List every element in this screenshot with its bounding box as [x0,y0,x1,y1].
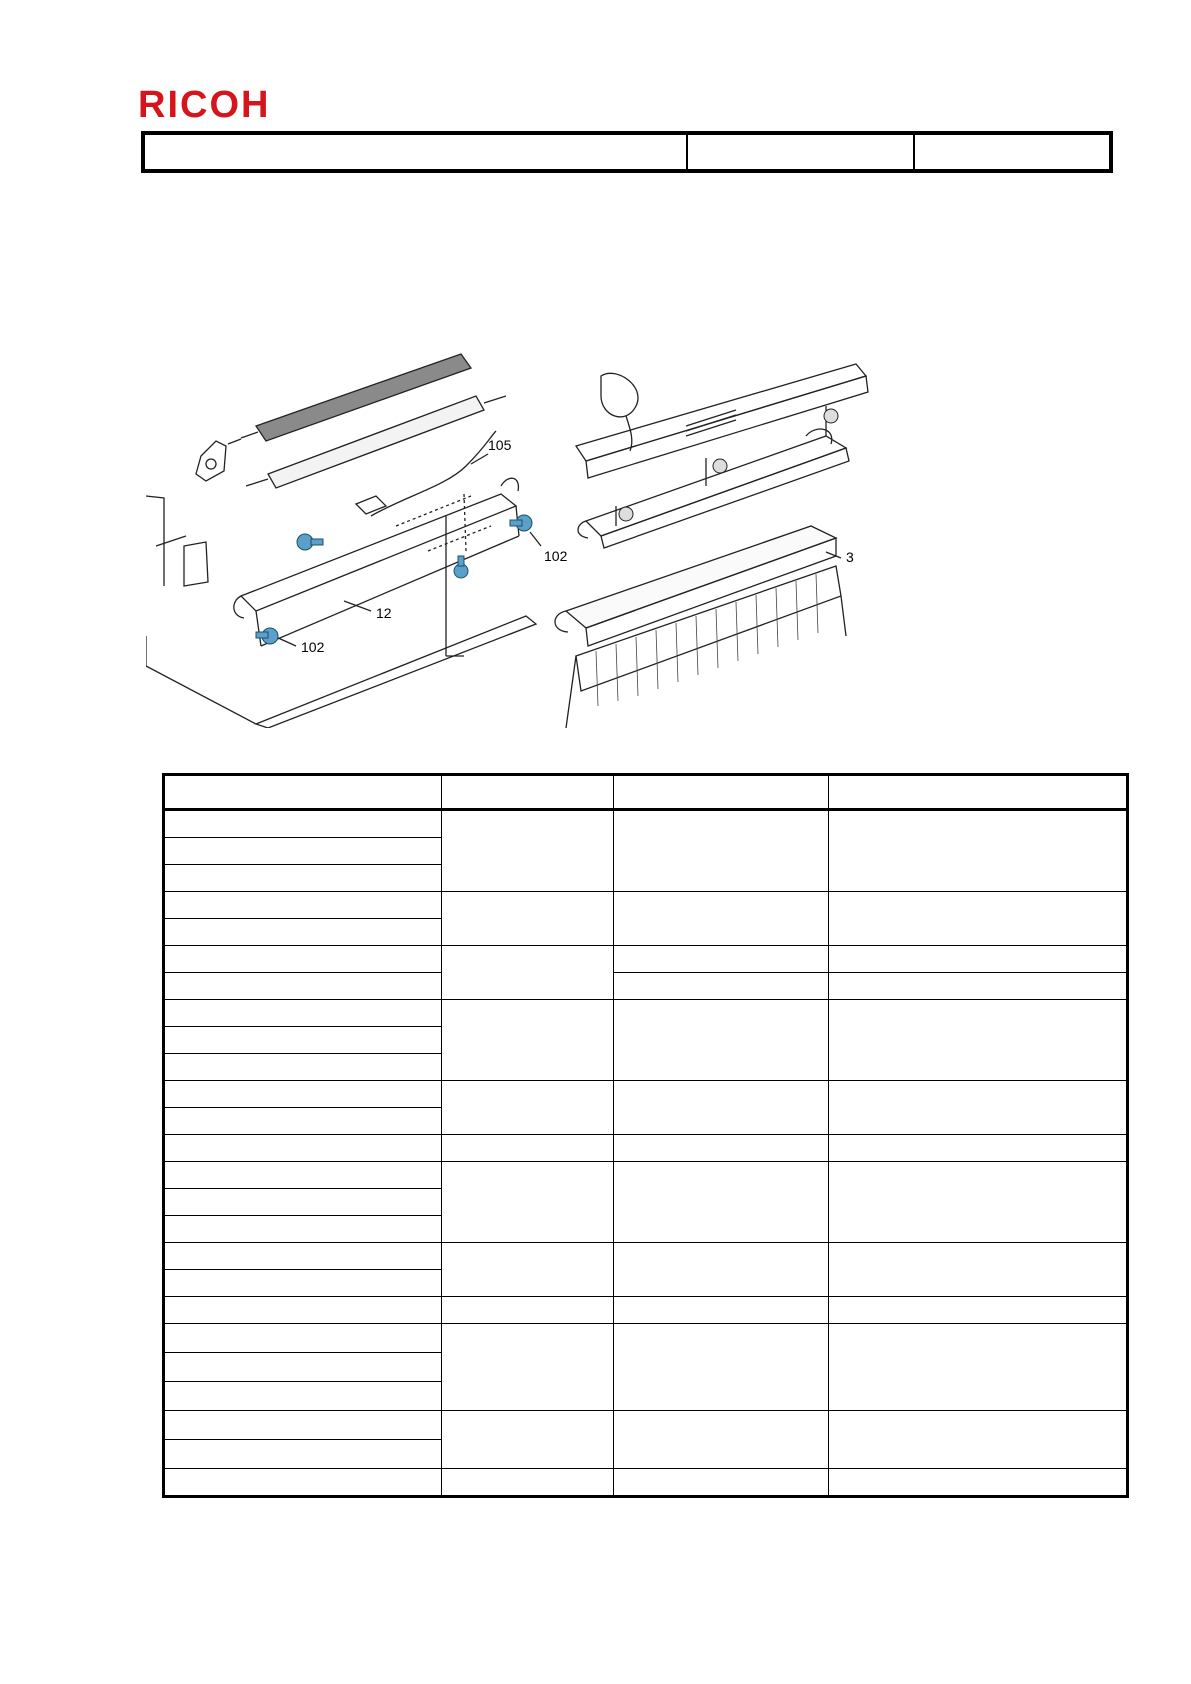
table-row [164,946,1128,973]
table-row [164,1081,1128,1108]
document-header-box [141,131,1113,173]
table-row [164,973,1128,1000]
parts-table [162,773,1129,1498]
header-cell [164,775,442,810]
table-row [164,1297,1128,1324]
callout-105: 105 [488,437,512,453]
table-row [164,1000,1128,1027]
callout-102-right: 102 [544,548,568,564]
fusing-unit-diagram [146,346,900,728]
table-row [164,1469,1128,1497]
table-row [164,1135,1128,1162]
exit-comb [566,566,846,728]
header-cell [614,775,829,810]
header-cell-date [915,135,1109,169]
header-cell [442,775,614,810]
table-row [164,1324,1128,1353]
callout-12: 12 [376,605,392,621]
screw-icon [510,515,532,531]
header-cell-model [688,135,915,169]
ricoh-logo: RICOH [138,84,271,126]
callout-3: 3 [846,549,854,565]
table-row [164,1411,1128,1440]
header-cell-title [145,135,688,169]
header-cell [829,775,1128,810]
screw-icon [297,534,323,550]
pressure-roller [246,396,506,488]
hot-roller [228,354,471,444]
table-row [164,1162,1128,1189]
table-row [164,1243,1128,1270]
table-row [164,810,1128,838]
callout-102-left: 102 [301,639,325,655]
table-row [164,892,1128,919]
table-header-row [164,775,1128,810]
